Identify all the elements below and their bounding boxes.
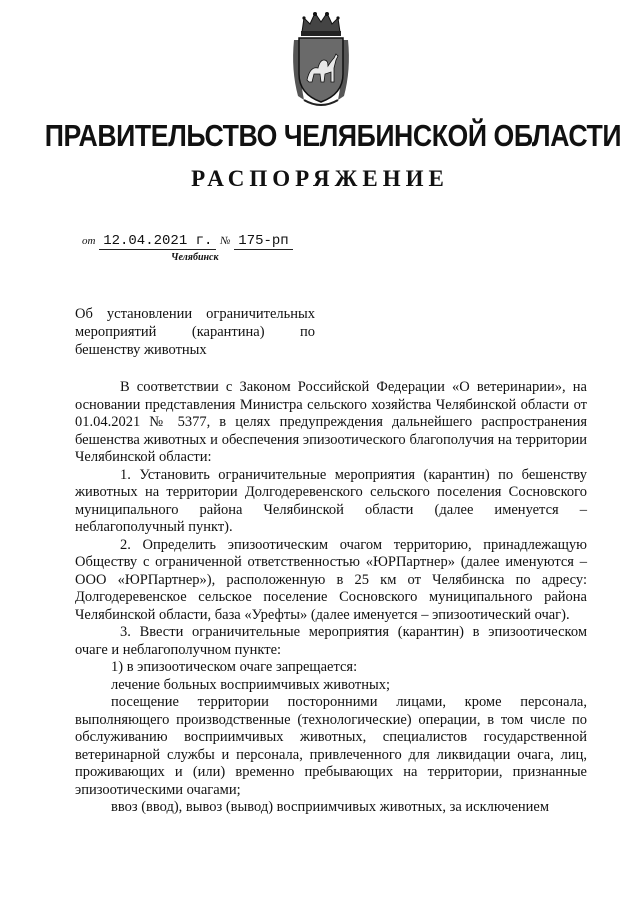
list-item: ввоз (ввод), вывоз (вывод) восприимчивых животных, за исключением: [111, 799, 550, 815]
document-type-heading: РАСПОРЯЖЕНИЕ: [191, 166, 449, 191]
paragraph-3: 3. Ввести ограничительные мероприятия (карантин) в эпизоотическом очаге и неблагополучном пункте:: [75, 624, 587, 658]
date-prefix: от: [82, 235, 96, 247]
coat-of-arms-emblem: [290, 10, 352, 108]
government-title: ПРАВИТЕЛЬСТВО ЧЕЛЯБИНСКОЙ ОБЛАСТИ: [44, 118, 622, 153]
list-item: лечение больных восприимчивых животных;: [111, 676, 390, 693]
number-prefix: №: [220, 235, 231, 247]
document-meta-row: [82, 232, 293, 250]
paragraph-2: 2. Определить эпизоотическим очагом территорию, принадлежащую Обществу с ограниченной ответственностью «ЮРПартнер» (далее именуются – ООО «ЮРПартнер»), расположенную в 25 км от Челябинска по адресу: Долгодеревенское сельское поселение Сосновского муниципального района Челябинской области, база «Урефты» (далее именуется – эпизоотический очаг).: [75, 536, 587, 623]
paragraph-1: 1. Установить ограничительные мероприятия (карантин) по бешенству животных на территории Долгодеревенского сельского поселения Сосновского муниципального района Челябинской области (далее именуется – неблагополучный пункт).: [75, 466, 587, 535]
document-date: 12.04.2021 г.: [99, 233, 216, 250]
document-body: [75, 379, 587, 817]
intro-paragraph: В соответствии с Законом Российской Федерации «О ветеринарии», на основании представления Министра сельского хозяйства Челябинской области от 01.04.2021 № 5377, в целях предупреждения дальнейшего распространения бешенства животных и обеспечения эпизоотического благополучия на территории Челябинской области:: [75, 379, 587, 465]
list-item: посещение территории посторонними лицами, кроме персонала, выполняющего производственные (технологические) операции, в том числе по обслуживанию восприимчивых животных, специалистов государственной ветеринарной службы и персонала, привлеченного для ликвидации очага, лиц, проживающих и (или) временно пребывающих на территории, признанные эпизоотическими очагами;: [75, 694, 587, 798]
document-number: 175-рп: [234, 233, 292, 250]
subparagraph-3-1: 1) в эпизоотическом очаге запрещается:: [111, 659, 358, 675]
document-subject: Об установлении ограничительных мероприятий (карантина) по бешенству животных: [75, 306, 315, 358]
city-label: Челябинск: [171, 252, 219, 263]
